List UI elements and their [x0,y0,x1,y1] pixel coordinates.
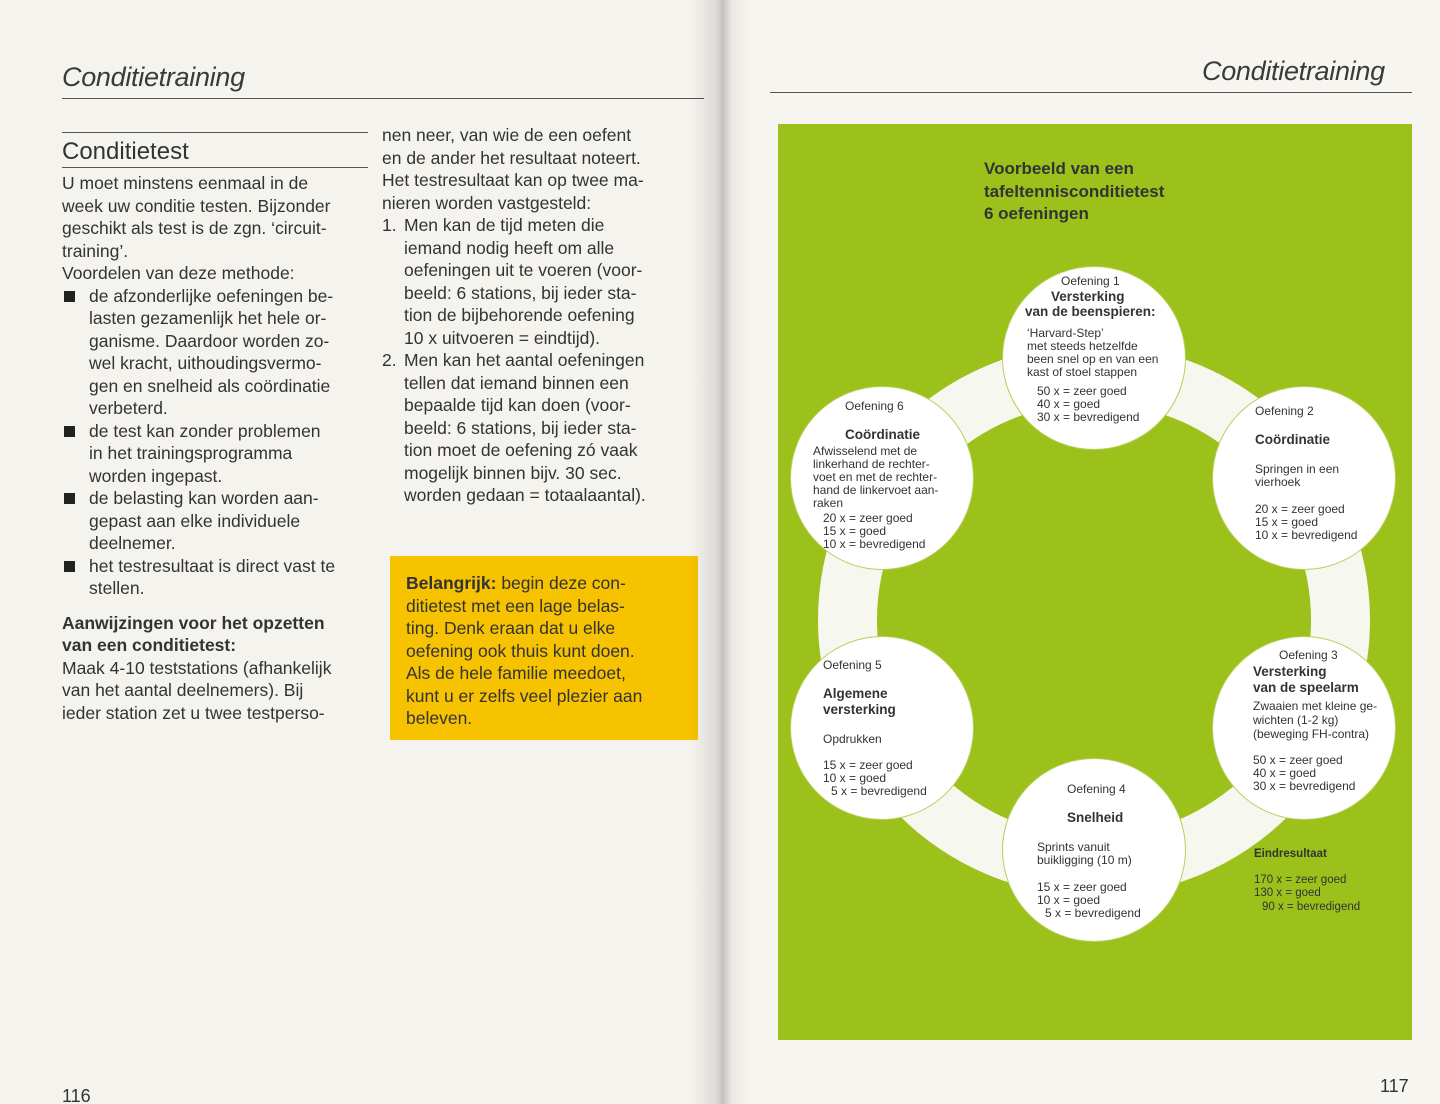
station-score: 40 x = goed [1037,397,1101,411]
station-score: 15 x = goed [1255,515,1319,529]
station-6-circle [790,386,974,570]
station-text: wichten (1-2 kg) [1253,713,1339,727]
station-title: Versterking [1253,664,1327,679]
bullet-square-icon [64,426,75,437]
station-score: 15 x = zeer goed [823,758,913,772]
note-line: oefening ook thuis kunt doen. [406,640,635,661]
station-text: hand de linkervoet aan- [813,483,939,497]
station-score: 10 x = bevredigend [1255,528,1358,542]
right-header-rule [770,92,1412,93]
list-item-line: tion moet de oefening zó vaak [404,440,638,460]
body-line: nieren worden vastgesteld: [382,192,592,213]
bullet-square-icon [64,561,75,572]
final-result-line: 130 x = goed [1254,887,1321,899]
station-text: ‘Harvard-Step’ [1027,326,1104,340]
station-score: 30 x = bevredigend [1037,410,1140,424]
left-header-title: Conditietraining [62,62,245,92]
station-1-circle [1002,266,1186,450]
station-score: 20 x = zeer goed [1255,502,1345,516]
body-line: Het testresultaat kan op twee ma- [382,170,644,190]
station-title: versterking [823,702,896,717]
station-score: 50 x = zeer goed [1253,753,1343,767]
station-4-circle [1002,758,1186,942]
list-item-line: tellen dat iemand binnen een [404,372,629,393]
station-label: Oefening 2 [1255,404,1314,418]
station-text: buikligging (10 m) [1037,853,1132,867]
section-title: Conditietest [62,138,189,165]
station-3-circle [1212,636,1396,820]
station-text: met steeds hetzelfde [1027,339,1138,353]
station-text: raken [813,496,844,510]
left-header-rule [62,98,704,99]
list-item [62,487,372,555]
body-line: Maak 4-10 teststations (afhankelijk [62,657,332,678]
station-label: Oefening 4 [1067,782,1126,796]
station-score: 10 x = goed [823,771,887,785]
list-item-line: oefeningen uit te voeren (voor- [404,260,643,280]
station-text: vierhoek [1255,475,1301,489]
station-score: 15 x = goed [823,524,887,538]
note-line: Als de hele familie meedoet, [406,663,626,683]
list-item-line: mogelijk binnen bijv. 30 sec. [404,462,622,483]
station-score: 5 x = bevredigend [831,784,927,798]
step-number: 2. [382,350,397,370]
station-label: Oefening 1 [1061,274,1120,288]
station-title: Snelheid [1067,810,1124,825]
body-line: van het aantal deelnemers). Bij [62,680,304,700]
intro-line: U moet minstens eenmaal in de [62,173,309,193]
page-number-left: 116 [62,1086,91,1104]
page-number-right: 117 [1380,1076,1409,1096]
methods-list [382,214,692,507]
note-line: ting. Denk eraan dat u elke [406,618,616,638]
list-item-line: ganisme. Daardoor worden zo- [89,330,330,351]
note-line: ditietest met een lage belas- [406,595,625,616]
list-item-line: de afzonderlijke oefeningen be- [89,285,334,306]
list-item-line: de belasting kan worden aan- [89,488,319,508]
intro-line: geschikt als test is de zgn. ‘circuit- [62,218,327,238]
list-item-line: iemand nodig heeft om alle [404,237,615,258]
list-item [382,349,692,507]
list-item-line: verbeterd. [89,398,168,418]
body-line: nen neer, van wie de een oefent [382,125,632,145]
station-5-circle [790,636,974,820]
list-item [62,555,372,600]
list-item-line: stellen. [89,578,145,598]
list-item [62,420,372,488]
station-text: kast of stoel stappen [1027,365,1138,379]
station-score: 15 x = zeer goed [1037,880,1127,894]
final-result [1254,848,1360,914]
book-gutter-shadow [690,0,750,1104]
list-item-line: het testresultaat is direct vast te [89,555,336,576]
section-rule-top [62,132,368,133]
list-item-line: beeld: 6 stations, bij ieder sta- [404,417,637,438]
list-item-line: 10 x uitvoeren = eindtijd). [404,327,601,348]
important-note-box [390,556,698,740]
column-2 [382,124,692,507]
advantages-list [62,285,372,600]
intro-line: Voordelen van deze methode: [62,263,295,283]
note-line: begin deze con- [496,573,626,593]
intro-line: training’. [62,240,129,261]
final-result-line: 170 x = zeer goed [1254,873,1347,886]
note-line: kunt u er zelfs veel plezier aan [406,685,643,706]
station-title: Coördinatie [845,427,921,442]
body-line: ieder station zet u twee testperso- [62,702,325,723]
station-label: Oefening 3 [1279,648,1338,662]
note-line: beleven. [406,708,473,728]
station-score: 20 x = zeer goed [823,511,913,525]
final-result-title: Eindresultaat [1254,848,1327,860]
station-score: 5 x = bevredigend [1045,906,1141,920]
diagram-title-line: 6 oefeningen [984,204,1089,223]
column-1 [62,172,372,724]
list-item-line: gen en snelheid als coördinatie [89,375,331,396]
station-title: van de speelarm [1253,680,1359,695]
list-item-line: worden gedaan = totaalaantal). [404,485,646,505]
list-item-line: bepaalde tijd kan doen (voor- [404,395,631,415]
station-title: Coördinatie [1255,432,1331,447]
station-text: linkerhand de rechter- [813,457,930,471]
station-label: Oefening 6 [845,399,904,413]
list-item-line: Men kan de tijd meten die [404,215,605,235]
station-score: 50 x = zeer goed [1037,384,1127,398]
station-text: Afwisselend met de [813,444,918,458]
subheading-line: Aanwijzingen voor het opzetten [62,612,325,633]
station-title: Versterking [1051,289,1125,304]
diagram-title [984,158,1224,226]
bullet-square-icon [64,291,75,302]
list-item-line: tion de bijbehorende oefening [404,305,635,325]
subheading [62,612,372,657]
subheading-line: van een conditietest: [62,635,237,655]
list-item-line: de test kan zonder problemen [89,420,321,441]
right-header-title: Conditietraining [1202,56,1385,86]
station-title: van de beenspieren: [1025,304,1156,319]
station-title: Algemene [823,686,888,701]
list-item-line: lasten gezamenlijk het hele or- [89,308,327,328]
diagram-title-line: tafeltennisconditietest [984,181,1165,201]
station-text: Opdrukken [823,732,882,746]
list-item-line: Men kan het aantal oefeningen [404,350,645,370]
station-score: 10 x = goed [1037,893,1101,907]
station-text: voet en met de rechter- [813,470,938,484]
station-score: 10 x = bevredigend [823,537,926,551]
list-item-line: wel kracht, uithoudingsvermo- [89,353,322,373]
list-item [62,285,372,420]
list-item-line: worden ingepast. [89,465,223,486]
note-label: Belangrijk: [406,573,497,593]
intro-line: week uw conditie testen. Bijzonder [62,195,331,216]
station-2-circle [1212,386,1396,570]
station-text: (beweging FH-contra) [1253,727,1370,741]
section-rule-bottom [62,167,368,168]
station-text: been snel op en van een [1027,352,1159,366]
list-item-line: gepast aan elke individuele [89,510,301,531]
final-result-line: 90 x = bevredigend [1262,900,1361,913]
station-text: Springen in een [1255,462,1340,476]
station-score: 30 x = bevredigend [1253,779,1356,793]
list-item-line: deelnemer. [89,533,176,553]
body-line: en de ander het resultaat noteert. [382,147,641,168]
step-number: 1. [382,215,397,235]
list-item [382,214,692,349]
list-item-line: in het trainingsprogramma [89,443,293,463]
station-text: Zwaaien met kleine ge- [1253,699,1378,713]
station-text: Sprints vanuit [1037,840,1110,854]
diagram-title-line: Voorbeeld van een [984,159,1134,178]
bullet-square-icon [64,493,75,504]
station-score: 40 x = goed [1253,766,1317,780]
list-item-line: beeld: 6 stations, bij ieder sta- [404,282,637,303]
station-label: Oefening 5 [823,658,882,672]
